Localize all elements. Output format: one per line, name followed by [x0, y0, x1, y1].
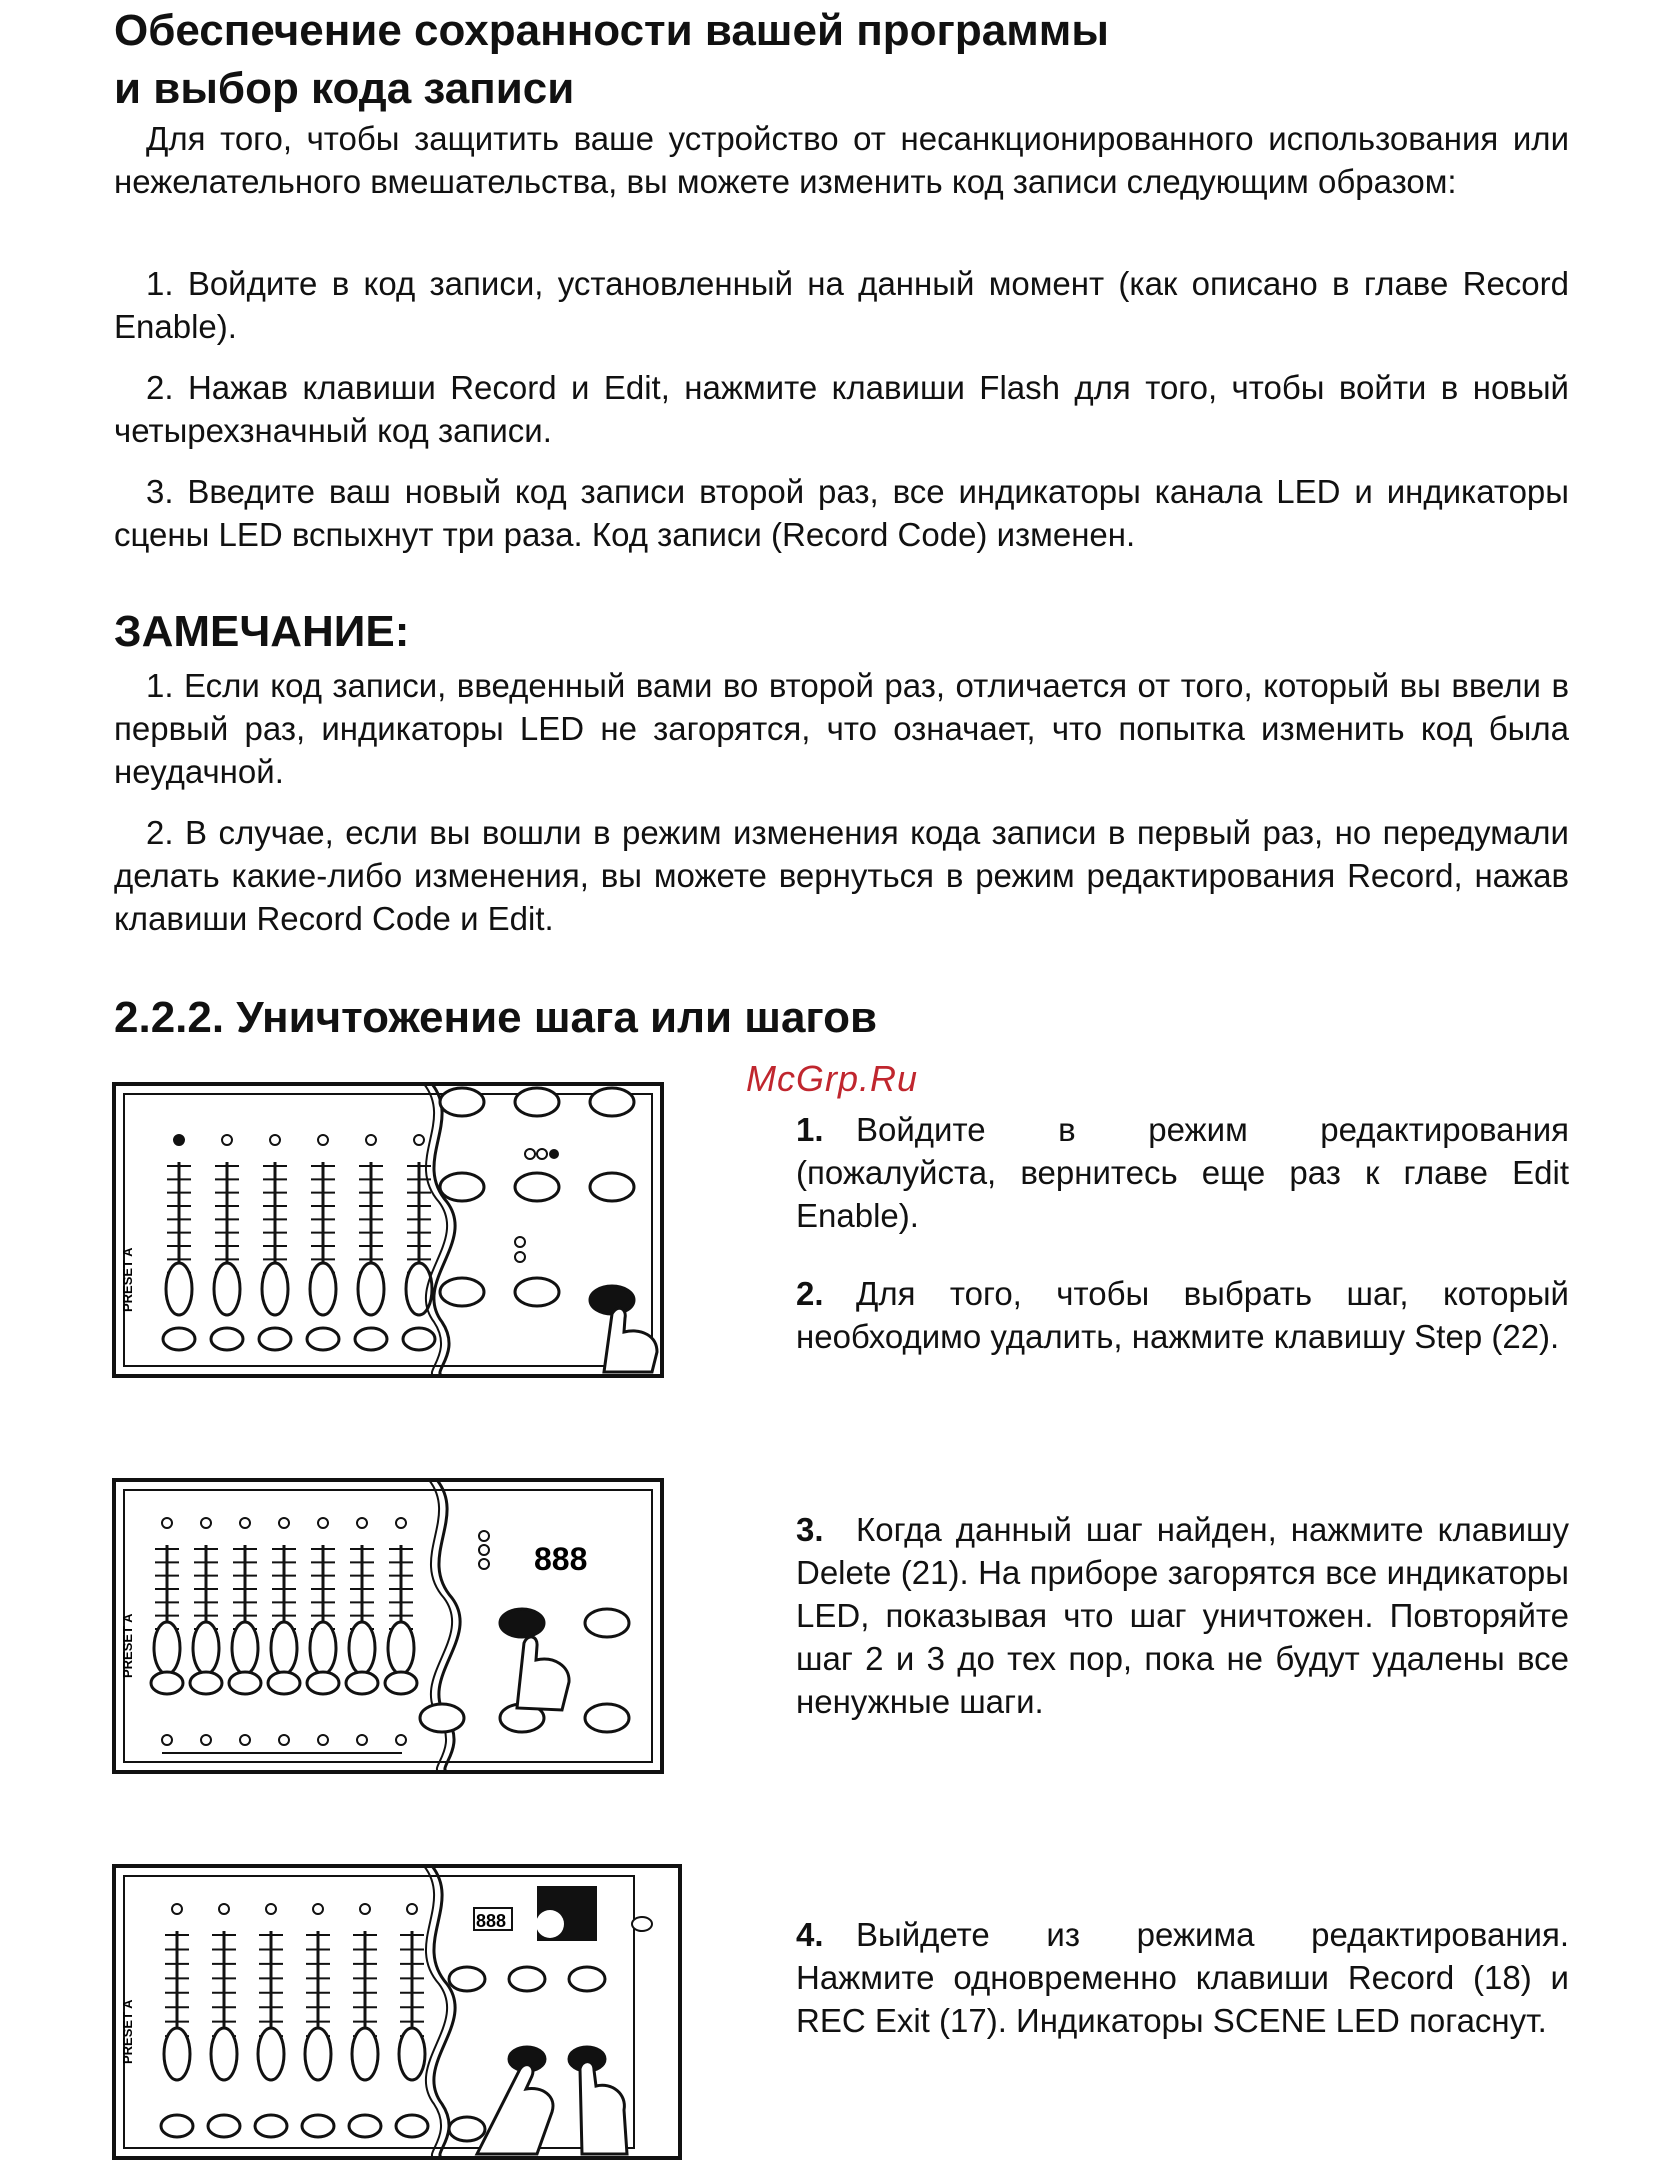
flash-button [259, 1328, 291, 1350]
watermark: McGrp.Ru [746, 1058, 919, 1099]
channel-led-icon [222, 1135, 232, 1145]
delete-step-1-number: 1. [796, 1111, 824, 1148]
flash-button [403, 1328, 435, 1350]
delete-step-1 [796, 1108, 1569, 1237]
fader-knob [166, 1263, 192, 1315]
delete-step-3-text: Когда данный шаг найден, нажмите клавишу Delete (21). На приборе загорятся все индикаторы LED, показывая что шаг уничтожен. Повторяйте шаг 2 и 3 до тех пор, пока не будут удалены все ненужные шаги. [796, 1511, 1569, 1720]
scene-led-icon [279, 1735, 289, 1745]
preset-a-label-1: PRESET A [120, 1247, 135, 1312]
fader-knob [310, 1263, 336, 1315]
scene-led-icon [396, 1735, 406, 1745]
scene-led-icon [162, 1735, 172, 1745]
fader-knob [358, 1263, 384, 1315]
channel-led-icon [201, 1518, 211, 1528]
flash-button [385, 1672, 417, 1694]
flash-button [211, 1328, 243, 1350]
note-item-1: 1. Если код записи, введенный вами во второй раз, отличается от того, который вы ввели в первый раз, индикаторы LED не загорятся, что означает, что попытка изменить код была неудачной. [114, 667, 1569, 790]
delete-step-2-number: 2. [796, 1275, 824, 1312]
channel-led-icon [270, 1135, 280, 1145]
fader-knob [211, 2028, 237, 2080]
fader-knob [154, 1622, 180, 1674]
flash-button [307, 1328, 339, 1350]
channel-led-icon [407, 1904, 417, 1914]
flash-button [163, 1328, 195, 1350]
fader-knob [193, 1622, 219, 1674]
channel-led-icon [240, 1518, 250, 1528]
step-item-1: 1. Войдите в код записи, установленный на данный момент (как описано в главе Record Enable). [114, 265, 1569, 345]
channel-led-icon [357, 1518, 367, 1528]
subsection-title: 2.2.2. Уничтожение шага или шагов [114, 993, 878, 1042]
intro-paragraph: Для того, чтобы защитить ваше устройство от несанкционированного использования или нежелательного вмешательства, вы можете изменить код записи следующим образом: [114, 120, 1569, 200]
fader-knob [310, 1622, 336, 1674]
fader-knob [258, 2028, 284, 2080]
scene-led-icon [357, 1735, 367, 1745]
channel-led-icon [313, 1904, 323, 1914]
flash-button [396, 2115, 428, 2137]
segment-display-2: 888 [534, 1541, 588, 1577]
step-item-3: 3. Введите ваш новый код записи второй раз, все индикаторы канала LED и индикаторы сцены LED вспыхнут три раза. Код записи (Record Code) изменен. [114, 473, 1569, 553]
channel-led-icon [266, 1904, 276, 1914]
controller-diagram-2 [112, 1478, 664, 1774]
scene-led-icon [240, 1735, 250, 1745]
channel-led-icon [318, 1135, 328, 1145]
delete-step-4-text: Выйдете из режима редактирования. Нажмите одновременно клавиши Record (18) и REC Exit (17). Индикаторы SCENE LED погаснут. [796, 1916, 1569, 2039]
note-item-2: 2. В случае, если вы вошли в режим изменения кода записи в первый раз, но передумали делать какие-либо изменения, вы можете вернуться в режим редактирования Record, нажав клавиши Record Code и Edit. [114, 814, 1569, 937]
fader-knob [352, 2028, 378, 2080]
delete-step-1-text: Войдите в режим редактирования (пожалуйста, вернитесь еще раз к главе Edit Enable). [796, 1111, 1569, 1234]
fader-knob [305, 2028, 331, 2080]
delete-step-3-number: 3. [796, 1511, 824, 1548]
channel-led-icon [360, 1904, 370, 1914]
channel-led-icon [318, 1518, 328, 1528]
flash-button [229, 1672, 261, 1694]
fader-knob [388, 1622, 414, 1674]
delete-step-2 [796, 1272, 1569, 1358]
fader-knob [262, 1263, 288, 1315]
channel-led-icon [174, 1135, 184, 1145]
section-title [114, 2, 1109, 118]
scene-led-icon [318, 1735, 328, 1745]
flash-button [151, 1672, 183, 1694]
section-title-line2: и выбор кода записи [114, 64, 575, 113]
preset-a-label-3: PRESET A [120, 1999, 135, 2064]
channel-led-icon [162, 1518, 172, 1528]
channel-led-icon [279, 1518, 289, 1528]
note-title: ЗАМЕЧАНИЕ: [114, 607, 410, 656]
fader-knob [271, 1622, 297, 1674]
fader-knob [399, 2028, 425, 2080]
flash-button [307, 1672, 339, 1694]
delete-step-3 [796, 1508, 1569, 1723]
flash-button [302, 2115, 334, 2137]
flash-button [161, 2115, 193, 2137]
flash-button [346, 1672, 378, 1694]
delete-step-4 [796, 1913, 1569, 2042]
channel-led-icon [414, 1135, 424, 1145]
fader-knob [406, 1263, 432, 1315]
scene-led-icon [201, 1735, 211, 1745]
fader-knob [164, 2028, 190, 2080]
delete-step-4-number: 4. [796, 1916, 824, 1953]
flash-button [268, 1672, 300, 1694]
fader-knob [349, 1622, 375, 1674]
fader-knob [232, 1622, 258, 1674]
channel-led-icon [366, 1135, 376, 1145]
channel-led-icon [219, 1904, 229, 1914]
preset-a-label-2: PRESET A [120, 1613, 135, 1678]
section-title-line1: Обеспечение сохранности вашей программы [114, 6, 1109, 55]
flash-button [208, 2115, 240, 2137]
flash-button [355, 1328, 387, 1350]
flash-button [190, 1672, 222, 1694]
controller-diagram-1 [112, 1082, 664, 1378]
fader-knob [214, 1263, 240, 1315]
step-item-2: 2. Нажав клавиши Record и Edit, нажмите клавиши Flash для того, чтобы войти в новый четырехзначный код записи. [114, 369, 1569, 449]
controller-diagram-3 [112, 1864, 682, 2160]
channel-led-icon [172, 1904, 182, 1914]
channel-led-icon [396, 1518, 406, 1528]
segment-display-3: 888 [476, 1911, 507, 1931]
delete-step-2-text: Для того, чтобы выбрать шаг, который необходимо удалить, нажмите клавишу Step (22). [796, 1275, 1569, 1355]
flash-button [349, 2115, 381, 2137]
flash-button [255, 2115, 287, 2137]
